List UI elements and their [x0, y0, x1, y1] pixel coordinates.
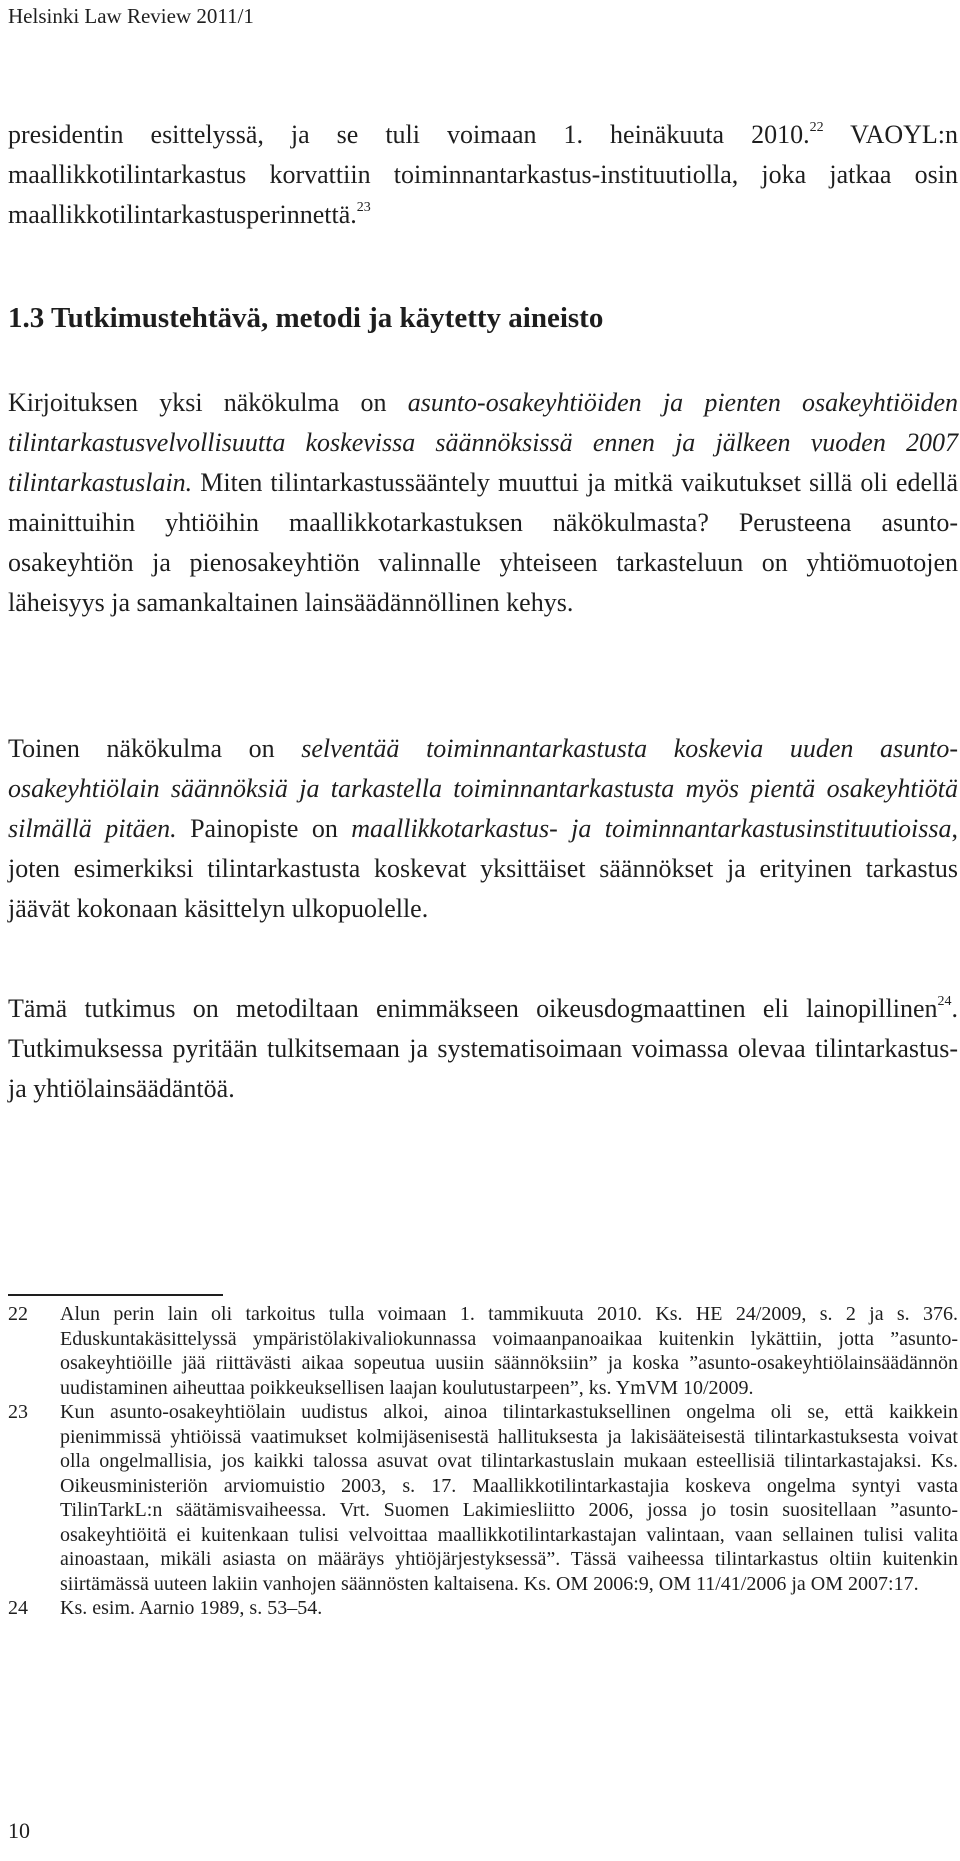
footnote-23	[8, 1400, 958, 1596]
running-head: Helsinki Law Review 2011/1	[8, 4, 254, 28]
footnote-number: 22	[8, 1303, 28, 1325]
paragraph-text: , joten esimerkiksi tilintarkastusta koskevat yksittäiset säännökset ja erityinen tarkastus jäävät kokonaan käsittelyn ulkopuolelle.	[8, 814, 958, 923]
paragraph-research-aspect-2	[8, 729, 958, 929]
paragraph-text: presidentin esittelyssä, ja se tuli voimaan 1. heinäkuuta 2010.	[8, 120, 810, 149]
paragraph-text: . Tutkimuksessa pyritään tulkitsemaan ja systematisoimaan voimassa olevaa tilintarkastus- ja yhtiölainsäädäntöä.	[8, 994, 958, 1103]
footnote-text: Kun asunto-osakeyhtiölain uudistus alkoi, ainoa tilintarkastuksellinen ongelma oli se, että kaikkein pienimmissä yhtiöissä vaatimukset kolmijäsenisestä hallituksesta ja lakisääteisestä tilintarkastuksesta voivat olla ongelmallisia, jos kaikki talossa asuvat ovat tilintarkastuslain mukaan esteellisiä tilintarkastajaksi. Ks. Oikeusministeriön arviomuistio 2003, s. 17. Maallikkotilintarkastajia koskeva ongelma syntyi vasta TilinTarkL:n säätämisvaiheessa. Vrt. Suomen Lakimiesliitto 2006, jossa jo tosin suositellaan ”asunto-osakeyhtiöitä ei kuitenkaan tulisi velvoittaa maallikkotilintarkastajan valintaan, vaan sellainen tulisi valita ainoastaan, mikäli asiasta on määräys yhtiöjärjestyksessä”. Tässä vaiheessa tilintarkastus oltiin kuitenkin siirtämässä uuteen lakiin vanhojen säännösten kaltaisena. Ks. OM 2006:9, OM 11/41/2006 ja OM 2007:17.	[60, 1401, 958, 1595]
footnote-text: Ks. esim. Aarnio 1989, s. 53–54.	[60, 1597, 323, 1619]
footnotes	[8, 1302, 958, 1621]
footnote-separator	[8, 1294, 223, 1296]
section-heading: 1.3 Tutkimustehtävä, metodi ja käytetty aineisto	[8, 302, 604, 334]
paragraph-method	[8, 989, 958, 1109]
footnote-ref-24[interactable]: 24	[937, 994, 952, 1009]
footnote-ref-23[interactable]: 23	[356, 200, 371, 215]
footnote-22	[8, 1302, 958, 1400]
paragraph-text: Painopiste on	[176, 814, 352, 843]
footnote-text: Alun perin lain oli tarkoitus tulla voimaan 1. tammikuuta 2010. Ks. HE 24/2009, s. 2 ja s. 376. Eduskuntakäsittelyssä ympäristölakivaliokunnassa voimaanpanoaikaa kuitenkin lykättiin, jotta ”asunto-osakeyhtiöille jää riittävästi aikaa sopeutua uusiin säännöksiin” ja koska ”asunto-osakeyhtiölainsäädännön uudistaminen aiheuttaa poikkeuksellisen laajan koulutustarpeen”, ks. YmVM 10/2009.	[60, 1303, 958, 1399]
footnote-number: 23	[8, 1401, 28, 1423]
footnote-number: 24	[8, 1597, 28, 1619]
paragraph-text: Kirjoituksen yksi näkökulma on	[8, 388, 408, 417]
footnote-24	[8, 1596, 958, 1621]
paragraph-intro	[8, 115, 958, 235]
italic-emphasis: selventää toiminnantarkastusta koskevia uuden asunto-osakeyhtiölain säännöksiä ja tarkastella toiminnantarkastusta myös pientä osakeyhtiötä silmällä pitäen.	[8, 734, 958, 843]
paragraph-text: Miten tilintarkastussääntely muuttui ja mitkä vaikutukset sillä oli edellä mainittuihin yhtiöihin maallikkotarkastuksen näkökulmasta? Perusteena asunto-osakeyhtiön ja pienosakeyhtiön valinnalle yhteiseen tarkasteluun on yhtiömuotojen läheisyys ja samankaltainen lainsäädännöllinen kehys.	[8, 468, 958, 617]
paragraph-research-aspect-1	[8, 383, 958, 623]
paragraph-text: Tämä tutkimus on metodiltaan enimmäkseen oikeusdogmaattinen eli lainopillinen	[8, 994, 938, 1023]
paragraph-text: VAOYL:n maallikkotilintarkastus korvattiin toiminnantarkastus-instituutiolla, joka jatkaa osin maallikkotilintarkastusperinnettä.	[8, 120, 959, 229]
page-number: 10	[8, 1818, 30, 1843]
paragraph-text: Toinen näkökulma on	[8, 734, 302, 763]
italic-emphasis: asunto-osakeyhtiöiden ja pienten osakeyhtiöiden tilintarkastusvelvollisuutta koskevissa säännöksissä ennen ja jälkeen vuoden 2007 tilintarkastuslain.	[8, 388, 959, 497]
italic-emphasis: maallikkotarkastus- ja toiminnantarkastusinstituutioissa	[351, 814, 952, 843]
footnote-ref-22[interactable]: 22	[809, 120, 824, 135]
